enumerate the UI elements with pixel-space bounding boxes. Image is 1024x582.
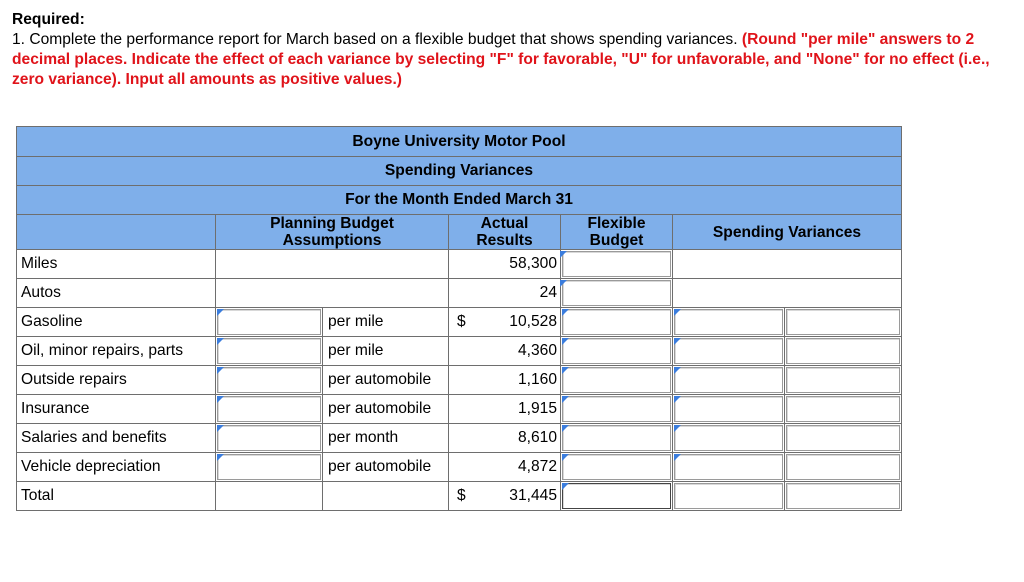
variance-effect-select[interactable] xyxy=(785,395,902,424)
actual-value: 8,610 xyxy=(449,424,561,453)
actual-value: 58,300 xyxy=(449,250,561,279)
variance-effect-total-select[interactable] xyxy=(785,482,902,511)
spending-variance-input[interactable] xyxy=(673,337,785,366)
spending-variance-total-input[interactable] xyxy=(673,482,785,511)
unit-empty-cell xyxy=(323,482,449,511)
actual-value: 4,360 xyxy=(449,337,561,366)
planning-unit: per month xyxy=(323,424,449,453)
required-label: Required: xyxy=(12,11,85,28)
flexible-budget-input[interactable] xyxy=(561,250,673,279)
actual-column-header: Actual Results xyxy=(449,215,561,250)
row-label: Insurance xyxy=(17,395,216,424)
actual-value: 1,915 xyxy=(449,395,561,424)
performance-report-table xyxy=(16,126,902,511)
planning-unit: per automobile xyxy=(323,453,449,482)
planning-empty-cell xyxy=(216,250,449,279)
table-row xyxy=(17,395,902,424)
row-label: Miles xyxy=(17,250,216,279)
flexible-budget-input[interactable] xyxy=(561,366,673,395)
report-title-row xyxy=(17,127,902,157)
instruction-text xyxy=(12,30,1017,90)
spending-variance-input[interactable] xyxy=(673,424,785,453)
planning-column-header: Planning Budget Assumptions xyxy=(216,215,449,250)
actual-value: 4,872 xyxy=(449,453,561,482)
planning-unit: per mile xyxy=(323,308,449,337)
row-label: Salaries and benefits xyxy=(17,424,216,453)
variance-effect-select[interactable] xyxy=(785,308,902,337)
variance-effect-select[interactable] xyxy=(785,337,902,366)
column-header-row xyxy=(17,215,902,250)
variance-empty-cell xyxy=(673,279,902,308)
report-title: Boyne University Motor Pool xyxy=(17,127,902,157)
instructions xyxy=(12,10,1017,90)
table-row xyxy=(17,482,902,511)
planning-budget-input[interactable] xyxy=(216,337,323,366)
report-subtitle: Spending Variances xyxy=(17,157,902,186)
row-label: Oil, minor repairs, parts xyxy=(17,337,216,366)
report-subtitle-row xyxy=(17,157,902,186)
row-label: Gasoline xyxy=(17,308,216,337)
label-column-header xyxy=(17,215,216,250)
flexible-budget-input[interactable] xyxy=(561,453,673,482)
row-label: Autos xyxy=(17,279,216,308)
planning-budget-input[interactable] xyxy=(216,453,323,482)
report-period: For the Month Ended March 31 xyxy=(17,186,902,215)
spending-variance-input[interactable] xyxy=(673,453,785,482)
planning-budget-input[interactable] xyxy=(216,308,323,337)
dollar-sign: $ xyxy=(457,313,466,330)
planning-budget-input[interactable] xyxy=(216,395,323,424)
flexible-budget-input[interactable] xyxy=(561,337,673,366)
variance-effect-select[interactable] xyxy=(785,453,902,482)
spending-variance-input[interactable] xyxy=(673,308,785,337)
variance-column-header: Spending Variances xyxy=(673,215,902,250)
flexible-budget-input[interactable] xyxy=(561,308,673,337)
planning-unit: per mile xyxy=(323,337,449,366)
instruction-note: (Round "per mile" answers to 2 decimal places. Indicate the effect of each variance by selecting "F" for favorable, "U" for unfavorable, and "None" for no effect (i.e., zero variance). Input all amounts as positive values.) xyxy=(12,31,990,88)
flexible-budget-input[interactable] xyxy=(561,424,673,453)
variance-empty-cell xyxy=(673,250,902,279)
planning-empty-cell xyxy=(216,482,323,511)
actual-value: $ 31,445 xyxy=(449,482,561,511)
table-row xyxy=(17,337,902,366)
planning-unit: per automobile xyxy=(323,366,449,395)
flexible-budget-input[interactable] xyxy=(561,395,673,424)
planning-budget-input[interactable] xyxy=(216,424,323,453)
variance-effect-select[interactable] xyxy=(785,424,902,453)
report-period-row xyxy=(17,186,902,215)
flexible-column-header: Flexible Budget xyxy=(561,215,673,250)
spending-variance-input[interactable] xyxy=(673,395,785,424)
instruction-main: 1. Complete the performance report for March based on a flexible budget that shows spending variances. xyxy=(12,31,738,48)
actual-value: 24 xyxy=(449,279,561,308)
planning-empty-cell xyxy=(216,279,449,308)
flexible-budget-total-input[interactable] xyxy=(561,482,673,511)
variance-effect-select[interactable] xyxy=(785,366,902,395)
table-row xyxy=(17,366,902,395)
actual-value: 1,160 xyxy=(449,366,561,395)
row-label: Total xyxy=(17,482,216,511)
row-label: Outside repairs xyxy=(17,366,216,395)
actual-value: $ 10,528 xyxy=(449,308,561,337)
spending-variance-input[interactable] xyxy=(673,366,785,395)
flexible-budget-input[interactable] xyxy=(561,279,673,308)
row-label: Vehicle depreciation xyxy=(17,453,216,482)
table-row xyxy=(17,453,902,482)
planning-unit: per automobile xyxy=(323,395,449,424)
dollar-sign: $ xyxy=(457,487,466,504)
table-row xyxy=(17,279,902,308)
planning-budget-input[interactable] xyxy=(216,366,323,395)
table-row xyxy=(17,250,902,279)
table-row xyxy=(17,424,902,453)
table-row xyxy=(17,308,902,337)
